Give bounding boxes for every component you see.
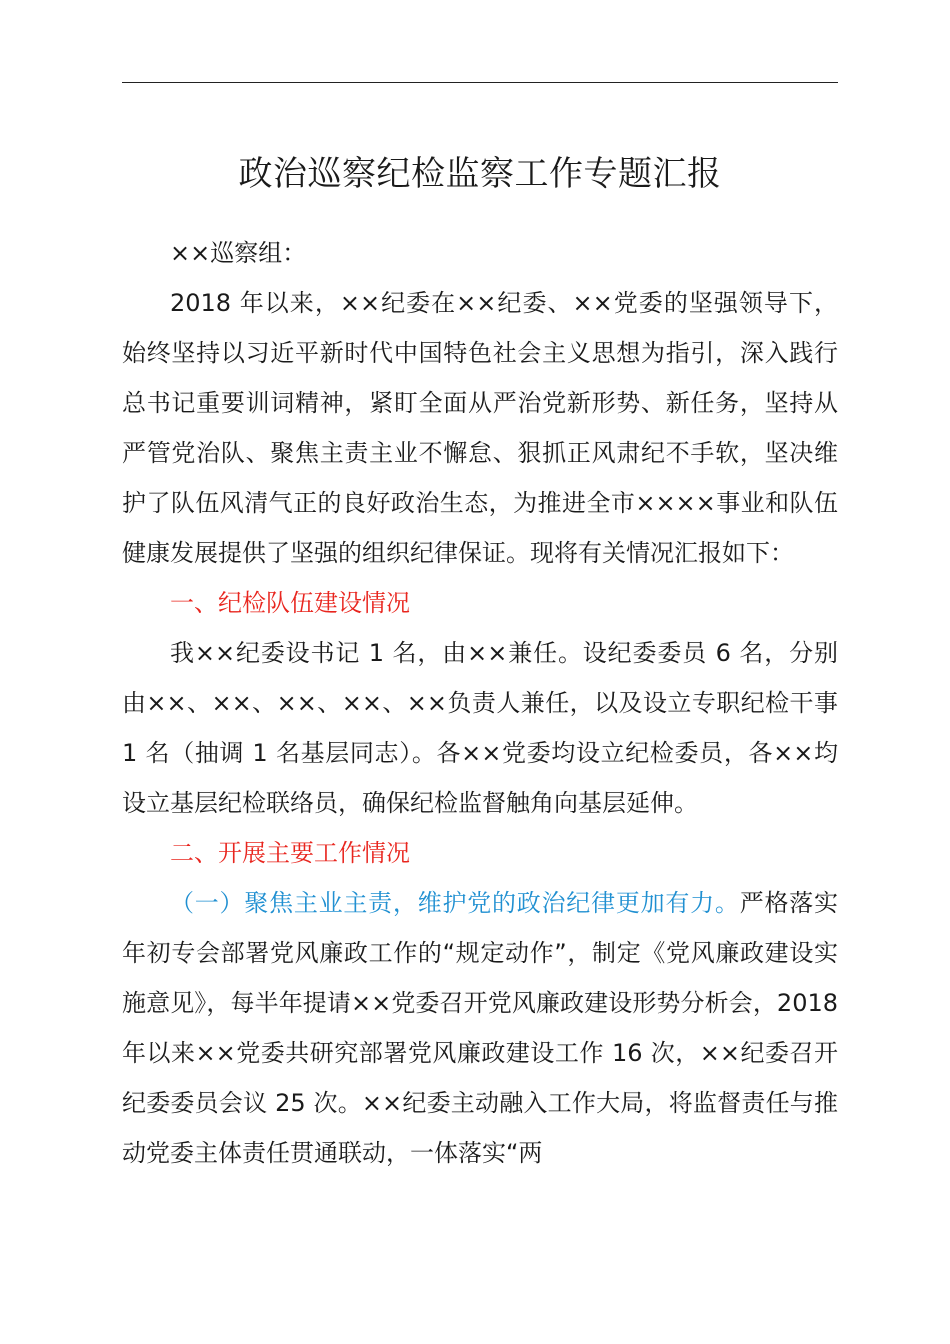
subsection-1-paragraph bbox=[122, 878, 838, 1178]
document-title: 政治巡察纪检监察工作专题汇报 bbox=[238, 154, 722, 194]
subsection-1-lead: （一）聚焦主业主责，维护党的政治纪律更加有力。 bbox=[170, 889, 740, 917]
section-heading-1: 一、纪检队伍建设情况 bbox=[170, 589, 410, 617]
intro-paragraph: 2018 年以来，××纪委在××纪委、××党委的坚强领导下，始终坚持以习近平新时代中国特色社会主义思想为指引，深入践行总书记重要训词精神，紧盯全面从严治党新形势、新任务，坚持从严管党治队、聚焦主责主业不懈怠、狠抓正风肃纪不手软，坚决维护了队伍风清气正的良好政治生态，为推进全市××××事业和队伍健康发展提供了坚强的组织纪律保证。现将有关情况汇报如下： bbox=[122, 289, 838, 567]
document-body bbox=[122, 228, 838, 1178]
salutation: ××巡察组： bbox=[170, 239, 307, 267]
section-1-paragraph: 我××纪委设书记 1 名，由××兼任。设纪委委员 6 名，分别由××、××、××、××、××负责人兼任，以及设立专职纪检干事 1 名（抽调 1 名基层同志）。各××党委均设立纪检委员，各××均设立基层纪检联络员，确保纪检监督触角向基层延伸。 bbox=[122, 639, 838, 817]
section-heading-2: 二、开展主要工作情况 bbox=[170, 839, 410, 867]
header-rule bbox=[122, 82, 838, 83]
subsection-1-body: 严格落实年初专会部署党风廉政工作的“规定动作”，制定《党风廉政建设实施意见》，每半年提请××党委召开党风廉政建设形势分析会，2018 年以来××党委共研究部署党风廉政建设工作 16 次，××纪委召开纪委委员会议 25 次。××纪委主动融入工作大局，将监督责任与推动党委主体责任贯通联动，一体落实“两 bbox=[122, 889, 839, 1167]
